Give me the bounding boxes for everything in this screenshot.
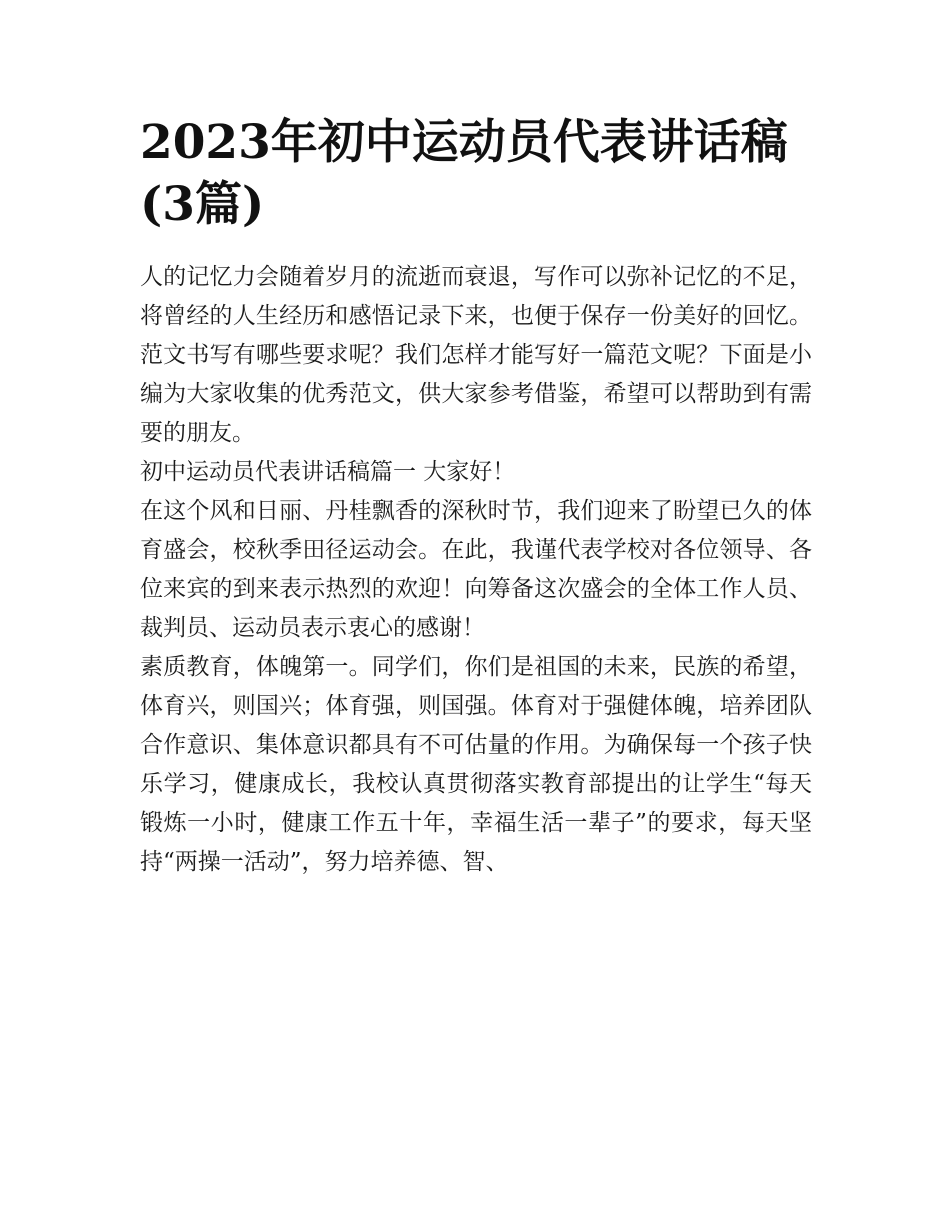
- paragraph-intro: 人的记忆力会随着岁月的流逝而衰退，写作可以弥补记忆的不足，将曾经的人生经历和感悟记录下来，也便于保存一份美好的回忆。范文书写有哪些要求呢？我们怎样才能写好一篇范文呢？下面是小编为大家收集的优秀范文，供大家参考借鉴，希望可以帮助到有需要的朋友。: [140, 264, 812, 446]
- paragraph-welcome: 在这个风和日丽、丹桂飘香的深秋时节，我们迎来了盼望已久的体育盛会，校秋季田径运动会。在此，我谨代表学校对各位领导、各位来宾的到来表示热烈的欢迎！向筹备这次盛会的全体工作人员、裁判员、运动员表示衷心的感谢！: [140, 498, 812, 641]
- paragraph-education: 素质教育，体魄第一。同学们，你们是祖国的未来，民族的希望，体育兴，则国兴；体育强，则国强。体育对于强健体魄，培养团队合作意识、集体意识都具有不可估量的作用。为确保每一个孩子快乐学习，健康成长，我校认真贯彻落实教育部提出的让学生“每天锻炼一小时，健康工作五十年，幸福生活一辈子”的要求，每天坚持“两操一活动”，努力培养德、智、: [140, 654, 812, 875]
- document-page: [140, 112, 812, 882]
- document-title: 2023年初中运动员代表讲话稿(3篇): [140, 115, 788, 232]
- paragraph-section-heading: 初中运动员代表讲话稿篇一 大家好！: [140, 459, 516, 485]
